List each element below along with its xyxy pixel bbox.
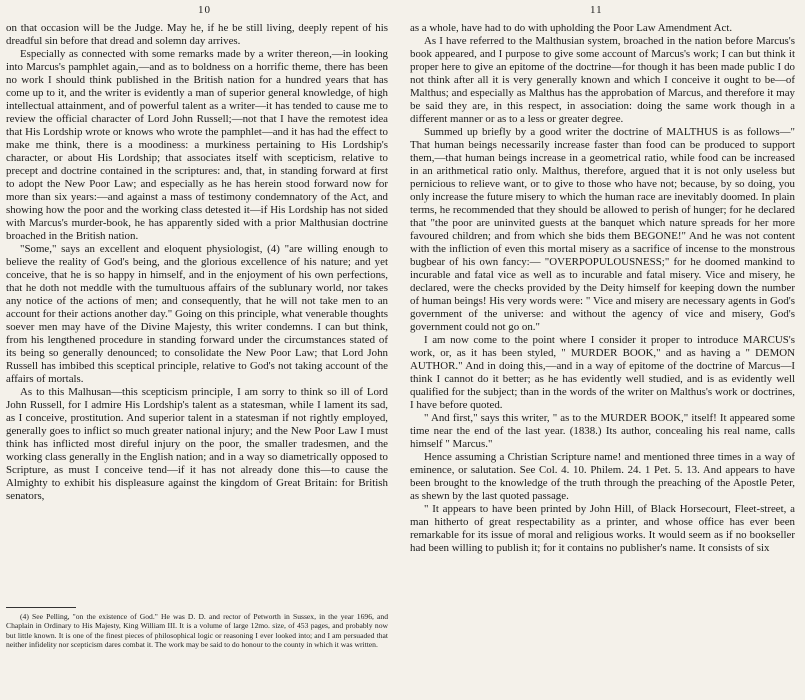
footnote-rule — [6, 607, 76, 608]
text-column — [6, 22, 388, 503]
page-number: 10 — [198, 4, 211, 16]
paragraph: " And first," says this writer, " as to the MURDER BOOK," itself! It appeared some time near the end of the last year. (1838.) Its author, concealing his real name, calls himself " Marcus." — [410, 412, 795, 450]
footnote — [6, 612, 388, 650]
paragraph: "Some," says an excellent and eloquent physiologist, (4) "are willing enough to believe the reality of God's being, and the glorious excellence of his nature; and yet conceive, that he is so happy in himself, and in the enjoyment of his own perfections, that he doth not meddle with the tumultuous affairs of the sublunary world, nor takes any notice of the actions of men; and consequently, that he will not take men to an account for their actions another day." Going on this principle, what venerable thoughts soever men may have of the Divine Majesty, this writer condemns. I can but think, from his lengthened procedure in standing forward under the circumstances stated of its being so generally denounced; to consolidate the New Poor Law; that Lord John Russell has imbibed this sceptical principle, relative to God's not taking account of the affairs of mortals. — [6, 243, 388, 385]
paragraph: I am now come to the point where I consider it proper to introduce MARCUS's work, or, as it has been styled, " MURDER BOOK," and as having a " DEMON AUTHOR." And in doing this,—and in a way of epitome of the doctrine of Marcus—I think I cannot do it better; as he has evidently well studied, and is as evidently well qualified for the subject; than in the words of the writer on Malthus's work or doctrines, I have before quoted. — [410, 334, 795, 411]
page-number: 11 — [590, 4, 603, 16]
paragraph: on that occasion will be the Judge. May he, if he be still living, deeply repent of his dreadful sin before that dread and solemn day arrives. — [6, 22, 388, 47]
footnote-text: (4) See Pelling, "on the existence of God." He was D. D. and rector of Petworth in Sussex, in the year 1696, and Chaplain in Ordinary to His Majesty, King William III. It is a volume of large 12mo. size, of 453 pages, and probably now but little known. It is one of the finest pieces of philosophical logic or reasoning I ever looked into; and I am persuaded that neither infidelity nor scepticism dares combat it. The work may be said to do honour to the county in which it was written. — [6, 612, 388, 650]
text-column — [410, 22, 795, 555]
left-page — [0, 0, 400, 700]
paragraph: As to this Malhusan—this scepticism principle, I am sorry to think so ill of Lord John Russell, for I admire His Lordship's talent as a statesman, while I lament its sad, as I conceive, prostitution. And superior talent in a statesman if not rightly employed, generally goes to inflict so much greater national injury; and the New Poor Law I must think has inflicted most direful injury on the poor, the smaller tradesmen, and the working class generally in the English nation; and in a way so diametrically opposed to Scripture, as must I conceive tend—if it has not already done this—to cause the Almighty to exhibit his displeasure against the kingdom of Great Britain: for British senators, — [6, 386, 388, 502]
paragraph: Especially as connected with some remarks made by a writer thereon,—in looking into Marcus's pamphlet again,—and as to boldness on a horrific theme, there has been no work I should think published in the British nation for a hundred years that has come up to it, and the writer is evidently a man of superior general knowledge, of high intellectual attainment, and of powerful talent as a writer—it has tended to cause me to review the official character of Lord John Russell;—not that I have the remotest idea that His Lordship wrote or knows who wrote the pamphlet—and it has had the effect to make me think, there is a moodiness: a murkiness pertaining to His Lordship's character, or about His Lordship; that associates itself with scepticism, relative to precept and doctrine contained in the scriptures: and, that, in standing forward at first to adopt the New Poor Law; and especially as he has herein stood forward now for more than six years:—and against a mass of testimony condemnatory of the Act, and showing how the poor and the working class detested it—if His Lordship has not sided with Marcus's murder-book, he has apparently sided with a prior Malthusian doctrine broached in the British nation. — [6, 48, 388, 242]
paragraph: Summed up briefly by a good writer the doctrine of MALTHUS is as follows—" That human beings necessarily increase faster than food can be produced to support them,—that human beings increase in a geometrical ratio, while food can be increased in an arithmetical ratio only. Malthus, therefore, argued that it is not only useless but pernicious to relieve want, or to give to those who have not; because, by so doing, you only increase the future misery to which the human race are inevitably doomed. In plain terms, he recommended that they should be allowed to perish of hunger; for he declared that "the poor are uninvited guests at the banquet which nature spreads for her more favoured children; and from which she bids them BEGONE!" And he was not content with the infliction of even this mortal misery as a sacrifice of incense to the monstrous bugbear of his own fancy:— "OVERPOPULOUSNESS;" for he doomed mankind to incurable and fatal vice as well as to incurable and fatal misery. Vice and misery, he declared, were the checks provided by the Deity himself for keeping down the number of human beings! His very words were: " Vice and misery are necessary agents in God's government of the universe: and without the agency of vice and misery, God's government could not go on." — [410, 126, 795, 333]
paragraph: as a whole, have had to do with upholding the Poor Law Amendment Act. — [410, 22, 733, 34]
right-page — [400, 0, 805, 700]
paragraph: As I have referred to the Malthusian system, broached in the nation before Marcus's book appeared, and I purpose to give some account of Marcus's work; I can but think it proper here to give an epitome of the doctrine—for though it has been made public I do not think after all it is very generally known and which I conceive it ought to be—of Malthus; and especially as Malthus has the approbation of Marcus, and therefore it may be said they are, in this respect, in association: doing the same work though in a different manner or as to a less or greater degree. — [410, 35, 795, 125]
paragraph: Hence assuming a Christian Scripture name! and mentioned three times in a way of eminence, or salutation. See Col. 4. 10. Philem. 24. 1 Pet. 5. 13. And appears to have been brought to the knowledge of the truth through the preaching of the Apostle Peter, as shewn by the last quoted passage. — [410, 451, 795, 502]
paragraph: " It appears to have been printed by John Hill, of Black Horsecourt, Fleet-street, a man hitherto of great respectability as a printer, and whose office has ever been remarkable for its issue of moral and religious works. It would seem as if no bookseller had been willing to publish it; for it contains no publisher's name. It consists of six — [410, 503, 795, 554]
